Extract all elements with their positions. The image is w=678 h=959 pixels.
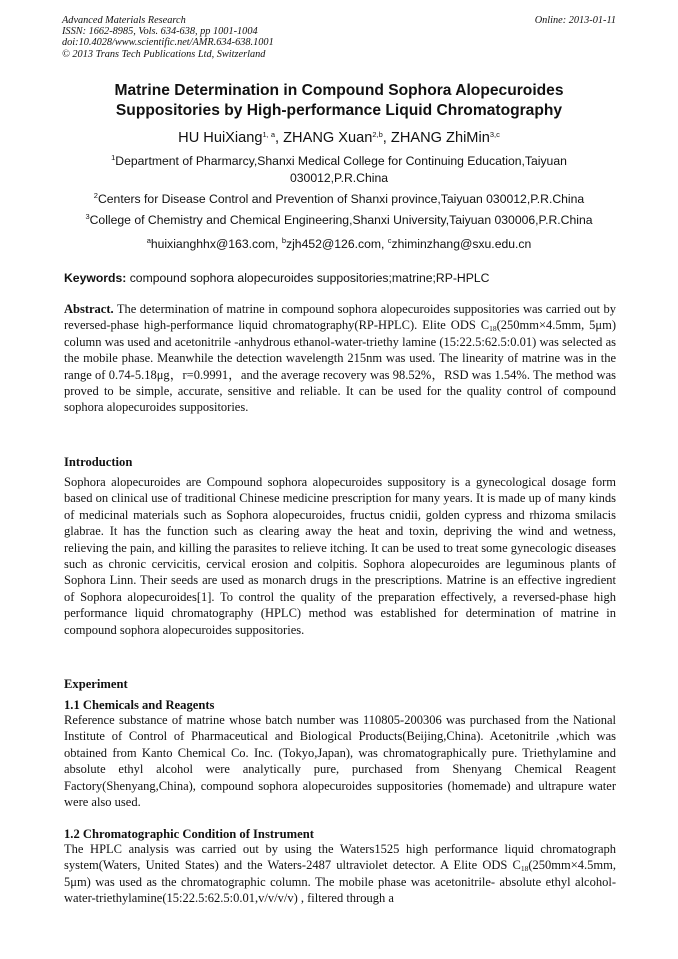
affiliation-1-line-1: Department of Pharmarcy,Shanxi Medical College for Continuing Education,Taiyuan	[115, 154, 567, 168]
title-line-1: Matrine Determination in Compound Sophora Alopecuroides	[114, 82, 564, 99]
journal-name: Advanced Materials Research	[62, 15, 186, 26]
affiliation-1-number: 1	[111, 153, 116, 162]
doi-line: doi:10.4028/www.scientific.net/AMR.634-638.1001	[62, 37, 274, 49]
section-1-2-text	[64, 841, 616, 907]
section-1-1-text: Reference substance of matrine whose batch number was 110805-200306 was purchased from the National Institute of Control of Pharmaceutical and Biological Products(Beijing,China). Acetonitrile ,which was obtained from Kanto Chemical Co. Inc. (Tokyo,Japan), was chromatographically pure. Triethylamine and absolute ethyl alcohol were analytically pure, purchased from Shenyang Chemical Reagent Factory(Shenyang,China), compound sophora alopecuroides suppositories (homemade) and ultrapure water were also used.	[64, 713, 616, 810]
copyright-line: © 2013 Trans Tech Publications Ltd, Switzerland	[62, 48, 266, 60]
affiliation-2-number: 2	[93, 191, 98, 200]
affiliation-2-text: Centers for Disease Control and Prevention of Shanxi province,Taiyuan 030012,P.R.China	[97, 192, 585, 206]
author-2-affil: 2,b	[372, 130, 383, 139]
author-separator: ,	[275, 130, 284, 146]
affiliation-3	[60, 212, 618, 229]
author-1: HU HuiXiang	[178, 130, 263, 146]
author-1-affil: 1, a	[262, 130, 276, 139]
online-date: Online: 2013-01-11	[534, 15, 616, 26]
section-1-1-heading: 1.1 Chemicals and Reagents	[64, 698, 215, 712]
author-2: ZHANG Xuan	[283, 130, 373, 146]
affiliation-1-line-2: 030012,P.R.China	[289, 171, 389, 185]
affiliation-2	[60, 191, 618, 208]
author-separator: ,	[382, 130, 391, 146]
issn-line: ISSN: 1662-8985, Vols. 634-638, pp 1001-1004	[62, 26, 258, 38]
abstract-label: Abstract.	[64, 302, 114, 316]
author-3: ZHANG ZhiMin	[390, 130, 490, 146]
title-line-2: Suppositories by High-performance Liquid Chromatography	[115, 101, 563, 119]
email-b-marker: b	[281, 236, 286, 245]
author-list	[40, 129, 638, 147]
email-c-marker: c	[387, 236, 392, 245]
introduction-heading: Introduction	[64, 455, 133, 469]
email-b: zjh452@126.com,	[285, 237, 388, 251]
affiliation-3-number: 3	[85, 212, 90, 221]
journal-header	[62, 15, 616, 60]
affiliation-3-text: College of Chemistry and Chemical Engineering,Shanxi University,Taiyuan 030006,P.R.China	[89, 213, 593, 227]
section-1-2-subscript: 18	[520, 864, 529, 874]
abstract-subscript: 18	[489, 324, 497, 334]
section-1-2-text-2: (250mm×4.5mm, 5μm) was used as the chromatographic column. The mobile phase was acetonitrile- absolute ethyl alcohol-water-triethylamine(15:22.5:62.5:0.01,v/v/v/v) , filtered through a	[64, 858, 616, 906]
section-1-2-heading: 1.2 Chromatographic Condition of Instrument	[64, 827, 314, 841]
email-line	[60, 236, 618, 253]
keywords-line	[64, 271, 616, 286]
email-a-marker: a	[146, 236, 151, 245]
abstract	[64, 301, 616, 416]
abstract-text-1: The determination of matrine in compound sophora alopecuroides suppositories was carried out by reversed-phase high-performance liquid chromatography(RP-HPLC). Elite ODS C	[64, 302, 616, 333]
experiment-heading: Experiment	[64, 677, 128, 691]
email-a: huixianghhx@163.com,	[150, 237, 282, 251]
section-1-2-text-1: The HPLC analysis was carried out by using the Waters1525 high performance liquid chromatograph system(Waters, United States) and the Waters-2487 ultraviolet detector. A Elite ODS C	[64, 842, 616, 873]
keywords-text: compound sophora alopecuroides suppositories;matrine;RP-HPLC	[126, 271, 490, 285]
abstract-text-2: (250mm×4.5mm, 5μm) column was used and acetonitrile -anhydrous ethanol-water-triethy lamine (15:22.5:62.5:0.01) was selected as the mobile phase. Meanwhile the detection wavelength 215nm was used. The linearity of matrine was in the range of 0.74-5.18μg，r=0.9991，and the average recovery was 98.52%，RSD was 1.54%. The method was proved to be simple, accurate, sensitive and reliable. It can be used for the quality control of compound sophora alopecuroides suppositories.	[64, 318, 616, 415]
keywords-label: Keywords:	[64, 271, 127, 285]
affiliation-1	[60, 153, 618, 187]
author-3-affil: 3,c	[489, 130, 500, 139]
paper-title	[40, 81, 638, 120]
email-c: zhiminzhang@sxu.edu.cn	[391, 237, 532, 251]
introduction-text: Sophora alopecuroides are Compound sophora alopecuroides suppository is a gynecological dosage form based on clinical use of traditional Chinese medicine prescription for many years. It is made up of many kinds of medicinal materials such as Sophora alopecuroides, fructus cnidii, golden cypress and rhizoma smilacis glabrae. It has the function such as clearing away the heat and toxin, depriving the wind and wetness, relieving the pain, and killing the parasites to relieve itching. It can be used to treat some gynecologic diseases such as chronic cervicitis, cervical erosion and colpitis. Sophora alopecuroides are leguminous plants of Sophora Linn. Their seeds are used as monarch drugs in the prescriptions. Matrine is an effective ingredient of Sophora alopecuroides[1]. To control the quality of the preparation effectively, a reversed-phase high performance liquid chromatography (HPLC) method was established for determination of matrine in compound sophora alopecuroides suppositories.	[64, 475, 616, 637]
